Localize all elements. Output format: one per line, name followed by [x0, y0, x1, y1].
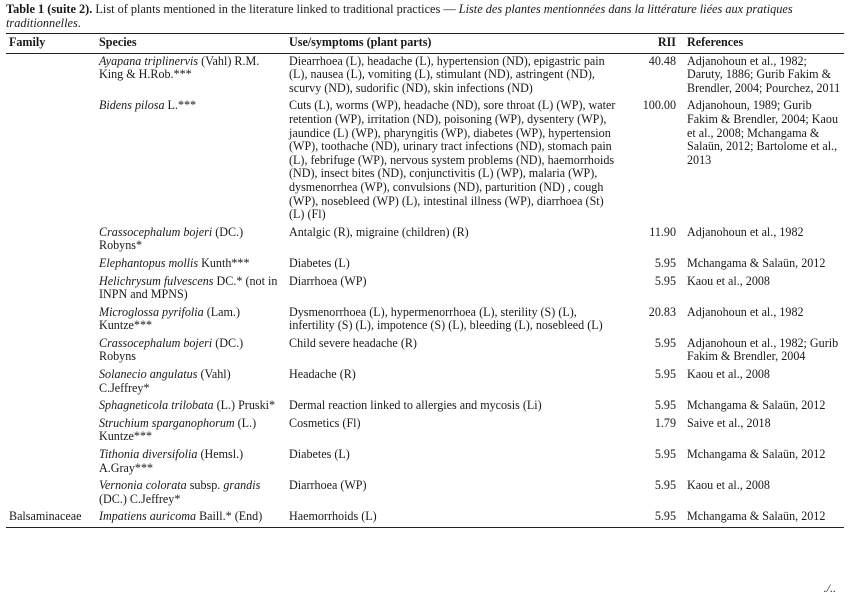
species-name: Solanecio angulatus: [99, 367, 198, 382]
continued-marker: ./..: [823, 581, 836, 595]
species-authority: (DC.) Robyns*: [99, 224, 244, 253]
species-name: Struchium sparganophorum: [99, 415, 235, 430]
cell-references: Mchangama & Salaün, 2012: [687, 447, 826, 462]
table-row: [6, 98, 844, 224]
cell-use: Cuts (L), worms (WP), headache (ND), sore throat (L) (WP), water retention (WP), irritation (ND), poisoning (WP), dysentery (WP), jaundice (L) (WP), pharyngitis (WP), diabetes (WP), hypertension (WP), toothache (ND), urinary tract infections (ND), stomach pain (L), febrifuge (WP), nervous system problems (ND), haemorrhoids (ND), insect bites (ND), conjunctivitis (L) (WP), malaria (WP), dysmenorrhea (WP), convulsions (ND), parturition (ND) , cough (WP), nosebleed (WP) (L), intestinal illness (WP), diarrhoea (St) (L) (Fl): [289, 98, 616, 222]
cell-species: [96, 398, 286, 416]
table-row: [6, 53, 844, 98]
cell-references: Saive et al., 2018: [687, 415, 771, 430]
cell-references: Adjanohoun et al., 1982; Daruty, 1886; Gurib Fakim & Brendler, 2004; Pourchez, 2011: [687, 53, 841, 95]
species-name: Sphagneticola trilobata: [99, 398, 214, 413]
cell-species: [96, 225, 286, 256]
species-name: Crassocephalum bojeri: [99, 335, 213, 350]
cell-species: [96, 256, 286, 274]
cell-use: Cosmetics (Fl): [289, 415, 361, 430]
cell-species: [96, 478, 286, 509]
table-caption: [6, 2, 844, 30]
cell-family: [6, 416, 96, 447]
species-authority: Kunth***: [198, 255, 250, 270]
header-use: Use/symptoms (plant parts): [286, 34, 624, 54]
species-authority: L.***: [164, 98, 197, 113]
species-authority: (Vahl) R.M. King & H.Rob.***: [99, 53, 260, 82]
cell-family: [6, 478, 96, 509]
cell-species: [96, 274, 286, 305]
cell-references: Adjanohoun et al., 1982; Gurib Fakim & Brendler, 2004: [687, 335, 839, 364]
species-authority: subsp.: [186, 478, 224, 493]
cell-family: [6, 336, 96, 367]
table-row: [6, 336, 844, 367]
cell-references: Mchangama & Salaün, 2012: [684, 509, 844, 527]
cell-species: [96, 447, 286, 478]
cell-use: Child severe headache (R): [289, 335, 417, 350]
cell-rii: 5.95: [654, 398, 676, 413]
cell-family: [6, 53, 96, 98]
species-name: Ayapana triplinervis: [99, 53, 199, 68]
cell-use: Haemorrhoids (L): [286, 509, 624, 527]
cell-family: [6, 398, 96, 416]
cell-family: [6, 367, 96, 398]
cell-species: [96, 416, 286, 447]
cell-references: Adjanohoun et al., 1982: [687, 224, 804, 239]
cell-references: Mchangama & Salaün, 2012: [687, 398, 826, 413]
cell-use: Diabetes (L): [289, 255, 350, 270]
cell-use: Headache (R): [289, 367, 356, 382]
caption-end: .: [77, 16, 81, 30]
table-row: [6, 478, 844, 509]
species-authority: (L.) Pruski*: [213, 398, 276, 413]
cell-species: [96, 367, 286, 398]
cell-references: Mchangama & Salaün, 2012: [687, 255, 826, 270]
species-authority: (Hemsl.) A.Gray***: [99, 447, 244, 475]
table-body: [6, 53, 844, 527]
cell-rii: 20.83: [648, 304, 676, 319]
species-name: Bidens pilosa: [99, 98, 165, 113]
cell-family: [6, 98, 96, 224]
cell-species: [96, 336, 286, 367]
species-name-infra: grandis: [223, 478, 261, 493]
cell-use: Diabetes (L): [289, 447, 350, 462]
table-row: [6, 398, 844, 416]
table-row: [6, 274, 844, 305]
cell-family: Balsaminaceae: [6, 509, 96, 527]
cell-rii: 40.48: [648, 53, 676, 68]
cell-family: [6, 447, 96, 478]
cell-use: Antalgic (R), migraine (children) (R): [289, 224, 469, 239]
cell-rii: 100.00: [642, 98, 676, 113]
table-row: [6, 305, 844, 336]
table-row: [6, 256, 844, 274]
cell-references: Kaou et al., 2008: [687, 367, 770, 382]
table-row: [6, 509, 844, 527]
cell-use: Diarrhoea (WP): [289, 478, 367, 493]
table-row: [6, 416, 844, 447]
table-header-row: [6, 34, 844, 54]
table-row: [6, 367, 844, 398]
cell-rii: 5.95: [654, 367, 676, 382]
cell-family: [6, 305, 96, 336]
species-authority: (Vahl) C.Jeffrey*: [99, 367, 231, 395]
caption-french: Liste des plantes mentionnées dans la littérature liées aux pratiques traditionnelles: [6, 2, 793, 30]
cell-references: Kaou et al., 2008: [687, 273, 770, 288]
table-row: [6, 225, 844, 256]
cell-rii: 5.95: [654, 273, 676, 288]
species-authority: (Lam.) Kuntze***: [99, 304, 240, 333]
cell-rii: 5.95: [624, 509, 684, 527]
cell-rii: 5.95: [654, 478, 676, 493]
species-authority-infra: (DC.) C.Jeffrey*: [99, 491, 181, 506]
cell-species: [96, 305, 286, 336]
table-row: [6, 447, 844, 478]
cell-rii: 1.79: [654, 415, 676, 430]
caption-label: Table 1 (suite 2).: [6, 2, 93, 16]
cell-rii: 11.90: [649, 224, 676, 239]
species-authority: (DC.) Robyns: [99, 335, 244, 364]
species-authority: Baill.* (End): [196, 509, 263, 524]
header-references: References: [684, 34, 844, 54]
species-name: Vernonia colorata: [99, 478, 187, 493]
species-name: Helichrysum fulvescens: [99, 273, 214, 288]
species-name: Elephantopus mollis: [99, 255, 199, 270]
cell-family: [6, 274, 96, 305]
species-name: Crassocephalum bojeri: [99, 224, 213, 239]
plants-table: [6, 33, 844, 528]
species-authority: (L.) Kuntze***: [99, 415, 257, 444]
cell-references: Adjanohoun et al., 1982: [687, 304, 804, 319]
cell-species: [96, 98, 286, 224]
cell-use: Dermal reaction linked to allergies and mycosis (Li): [289, 398, 542, 413]
cell-references: Kaou et al., 2008: [687, 478, 770, 493]
species-name: Impatiens auricoma: [99, 509, 197, 524]
cell-species: [96, 53, 286, 98]
cell-references: Adjanohoun, 1989; Gurib Fakim & Brendler, 2004; Kaou et al., 2008; Mchangama & Salaün, 2012; Bartolome et al., 2013: [687, 98, 839, 167]
header-rii: RII: [624, 34, 684, 54]
cell-rii: 5.95: [654, 447, 676, 462]
cell-use: Dysmenorrhoea (L), hypermenorrhoea (L), sterility (S) (L), infertility (S) (L), impotence (S) (L), bleeding (L), nosebleed (L): [289, 304, 603, 333]
header-family: Family: [6, 34, 96, 54]
cell-family: [6, 225, 96, 256]
species-name: Microglossa pyrifolia: [99, 304, 204, 319]
cell-rii: 5.95: [654, 335, 676, 350]
cell-family: [6, 256, 96, 274]
cell-species: [96, 509, 286, 527]
header-species: Species: [96, 34, 286, 54]
species-authority: DC.* (not in INPN and MPNS): [99, 273, 278, 302]
cell-use: Diearrhoea (L), headache (L), hypertension (ND), epigastric pain (L), nausea (L), vomiting (L), stimulant (ND), astringent (ND), scurvy (ND), sudorific (ND), skin infections (ND): [289, 53, 605, 95]
species-name: Tithonia diversifolia: [99, 447, 198, 462]
caption-english: List of plants mentioned in the literature linked to traditional practices —: [92, 2, 459, 16]
cell-rii: 5.95: [654, 255, 676, 270]
cell-use: Diarrhoea (WP): [289, 273, 367, 288]
